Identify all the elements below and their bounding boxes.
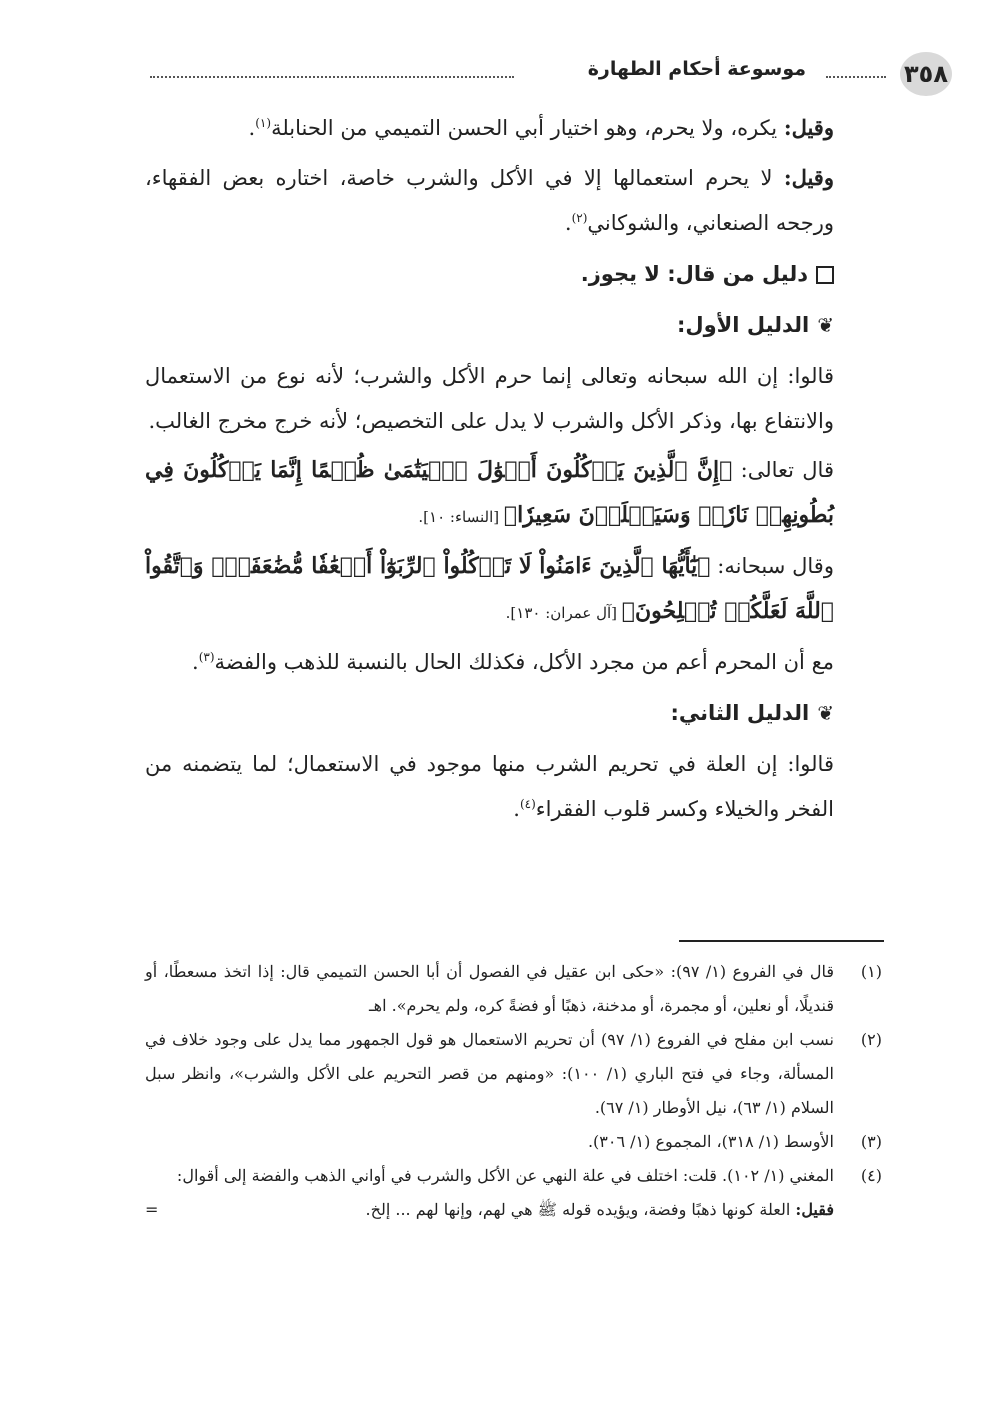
footnote-number: (١) bbox=[860, 962, 882, 981]
checkbox-icon bbox=[816, 266, 834, 284]
footnote-number: (٤) bbox=[860, 1166, 882, 1185]
leaf-ornament-icon: ❦ bbox=[817, 701, 834, 725]
paragraph-label: وقيل: bbox=[783, 115, 834, 140]
continuation-mark: = bbox=[145, 1200, 159, 1219]
book-title: موسوعة أحكام الطهارة bbox=[580, 58, 814, 80]
footnote-number: (٣) bbox=[860, 1132, 882, 1151]
footnote-text: قال في الفروع (١/ ٩٧): «حكى ابن عقيل في الفصول أن أبا الحسن التميمي قال: إذا اتخذ مسعطًا، أو قنديلًا، أو نعلين، أو مجمرة، أو مدخنة، ذهبًا أو فضةً كره، ولم يحرم». اهـ bbox=[145, 962, 834, 1015]
footnote-cont-text: العلة كونها ذهبًا وفضة، ويؤيده قوله ﷺ هي لهم، وإنها لهم ... إلخ. bbox=[365, 1200, 796, 1219]
page-header bbox=[140, 40, 948, 110]
page-number: ٣٥٨ bbox=[900, 52, 952, 96]
paragraph-quran-1: قال تعالى: ﴿إِنَّ ٱلَّذِينَ يَأۡكُلُونَ أَمۡوَٰلَ ٱلۡيَتَٰمَىٰ ظُلۡمًا إِنَّمَا يَأۡكُلُونَ فِي بُطُونِهِمۡ نَارٗاۖ وَسَيَصۡلَوۡنَ سَعِيرٗا﴾ [النساء: ١٠]. bbox=[145, 457, 834, 528]
footnote-label: فقيل: bbox=[795, 1200, 834, 1219]
footnote-ref: (٤) bbox=[519, 797, 536, 811]
footnote-ref: (١) bbox=[255, 116, 272, 130]
footnotes bbox=[145, 955, 882, 1227]
leaf-ornament-icon: ❦ bbox=[817, 313, 834, 337]
paragraph-1: وقيل: يكره، ولا يحرم، وهو اختيار أبي الحسن التميمي من الحنابلة$^{(١)}$. bbox=[248, 115, 834, 140]
footnote-3 bbox=[145, 1125, 882, 1159]
subheading-first-proof: ❦الدليل الأول: bbox=[145, 303, 834, 348]
footnote-divider bbox=[679, 940, 884, 942]
footnote-continuation bbox=[145, 1193, 882, 1227]
footnote-text: المغني (١/ ١٠٢). قلت: اختلف في علة النهي عن الأكل والشرب في أواني الذهب والفضة إلى أقوال: bbox=[176, 1166, 834, 1185]
footnote-number: (٢) bbox=[860, 1030, 882, 1049]
paragraph-3: قالوا: إن الله سبحانه وتعالى إنما حرم الأكل والشرب؛ لأنه نوع من الاستعمال والانتفاع بها، وذكر الأكل والشرب لا يدل على التخصيص؛ لأنه خرج مخرج الغالب. bbox=[145, 364, 834, 433]
quran-verse: ﴿إِنَّ ٱلَّذِينَ يَأۡكُلُونَ أَمۡوَٰلَ ٱلۡيَتَٰمَىٰ ظُلۡمًا إِنَّمَا يَأۡكُلُونَ فِي بُطُونِهِمۡ نَارٗاۖ وَسَيَصۡلَوۡنَ سَعِيرٗا﴾ bbox=[145, 457, 834, 528]
footnote-2 bbox=[145, 1023, 882, 1125]
header-dots-right bbox=[826, 76, 886, 78]
header-dots-left bbox=[150, 76, 514, 78]
footnote-1 bbox=[145, 955, 882, 1023]
verse-reference: [النساء: ١٠]. bbox=[418, 508, 504, 526]
paragraph-label: وقيل: bbox=[783, 165, 834, 190]
footnote-4 bbox=[145, 1159, 882, 1193]
main-text bbox=[145, 105, 834, 836]
paragraph-2: وقيل: لا يحرم استعمالها إلا في الأكل والشرب خاصة، اختاره بعض الفقهاء، ورجحه الصنعاني، والشوكاني$^{(٢)}$. bbox=[145, 165, 834, 235]
footnote-text: نسب ابن مفلح في الفروع (١/ ٩٧) أن تحريم الاستعمال هو قول الجمهور مما يدل على وجود خلاف في المسألة، وجاء في فتح الباري (١/ ١٠٠): «ومنهم من قصر التحريم على الأكل والشرب»، وانظر سبل السلام (١/ ٦٣)، نيل الأوطار (١/ ٦٧). bbox=[145, 1030, 834, 1117]
subheading-second-proof: ❦الدليل الثاني: bbox=[145, 691, 834, 736]
quran-verse: ﴿يَٰٓأَيُّهَا ٱلَّذِينَ ءَامَنُواْ لَا تَأۡكُلُواْ ٱلرِّبَوٰٓاْ أَضۡعَٰفٗا مُّضَٰعَفَةٗۖ وَٱتَّقُواْ ٱللَّهَ لَعَلَّكُمۡ تُفۡلِحُونَ﴾ bbox=[145, 553, 834, 624]
section-heading: دليل من قال: لا يجوز. bbox=[145, 252, 834, 297]
verse-reference: [آل عمران: ١٣٠]. bbox=[505, 604, 622, 622]
footnote-ref: (٢) bbox=[571, 211, 588, 225]
paragraph-6: مع أن المحرم أعم من مجرد الأكل، فكذلك الحال بالنسبة للذهب والفضة$^{(٣)}$. bbox=[192, 650, 834, 674]
footnote-ref: (٣) bbox=[198, 650, 215, 664]
paragraph-7: قالوا: إن العلة في تحريم الشرب منها موجود في الاستعمال؛ لما يتضمنه من الفخر والخيلاء وكسر قلوب الفقراء$^{(٤)}$. bbox=[145, 752, 834, 821]
footnote-text: الأوسط (١/ ٣١٨)، المجموع (١/ ٣٠٦). bbox=[587, 1132, 834, 1151]
paragraph-quran-2: وقال سبحانه: ﴿يَٰٓأَيُّهَا ٱلَّذِينَ ءَامَنُواْ لَا تَأۡكُلُواْ ٱلرِّبَوٰٓاْ أَضۡعَٰفٗا مُّضَٰعَفَةٗۖ وَٱتَّقُواْ ٱللَّهَ لَعَلَّكُمۡ تُفۡلِحُونَ﴾ [آل عمران: ١٣٠]. bbox=[145, 553, 834, 624]
